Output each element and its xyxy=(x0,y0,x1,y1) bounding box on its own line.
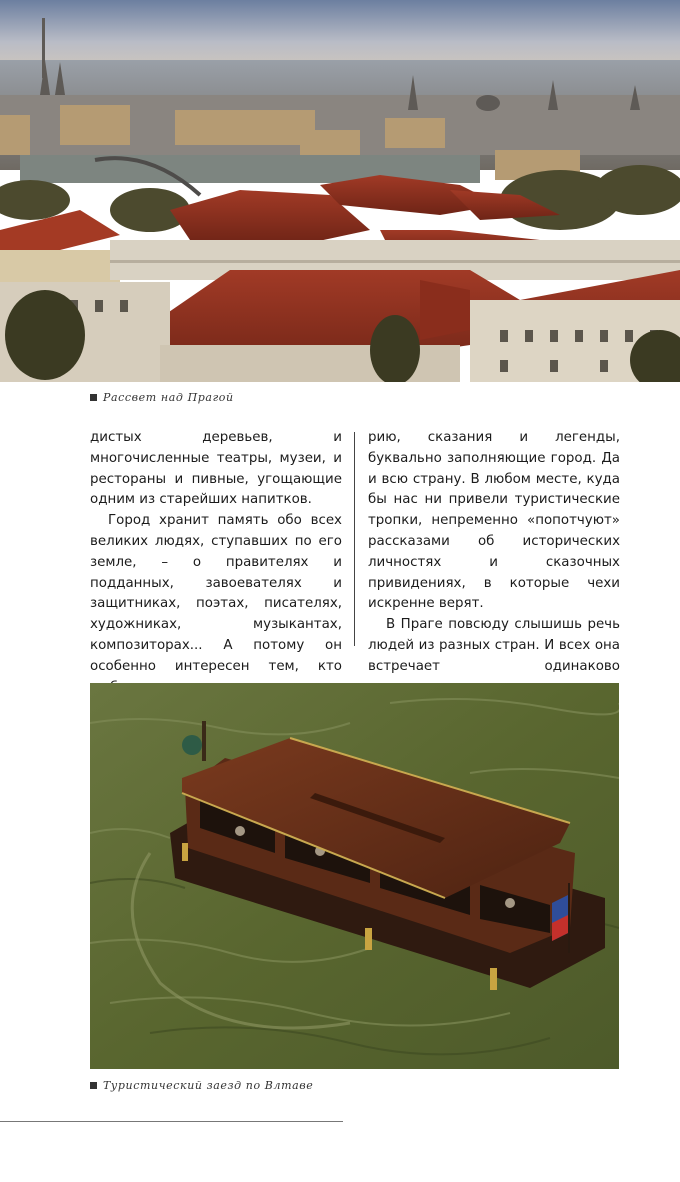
text-column-right xyxy=(368,428,620,698)
caption-text: Туристический заезд по Влтаве xyxy=(103,1079,314,1092)
prague-dawn-photo xyxy=(0,0,680,382)
caption-bullet-icon xyxy=(90,394,97,401)
paragraph: Город хранит память обо всех великих людях, ступавших по его земле, – о правителях и подданных, завоевателях и защитниках, поэтах, писателях, художниках, музыкантах, композиторах... А потому он особенно интересен тем, кто xyxy=(90,513,342,674)
text-column-left xyxy=(90,428,342,698)
paragraph: рию, сказания и легенды, буквально заполняющие город. Да и всю страну. В любом месте, куда бы нас ни привели туристические тропки, непременно «попотчуют» рассказами об исторических личностях и сказочных привидениях, в которые чехи искренне верят. xyxy=(368,430,620,612)
photo-caption-top xyxy=(90,391,234,404)
paragraph: дистых деревьев, и многочисленные театры, музеи, и рестораны и пивные, угощающие одним из старейших напитков. xyxy=(90,430,342,508)
vltava-boat-photo xyxy=(90,683,619,1069)
caption-text: Рассвет над Прагой xyxy=(103,391,234,404)
paragraph: В Праге повсюду слышишь речь людей из разных стран. И всех она встречает одинаково xyxy=(368,617,620,674)
caption-bullet-icon xyxy=(90,1082,97,1089)
photo-caption-boat xyxy=(90,1079,313,1092)
footer-rule xyxy=(0,1121,343,1122)
column-divider xyxy=(354,432,355,646)
